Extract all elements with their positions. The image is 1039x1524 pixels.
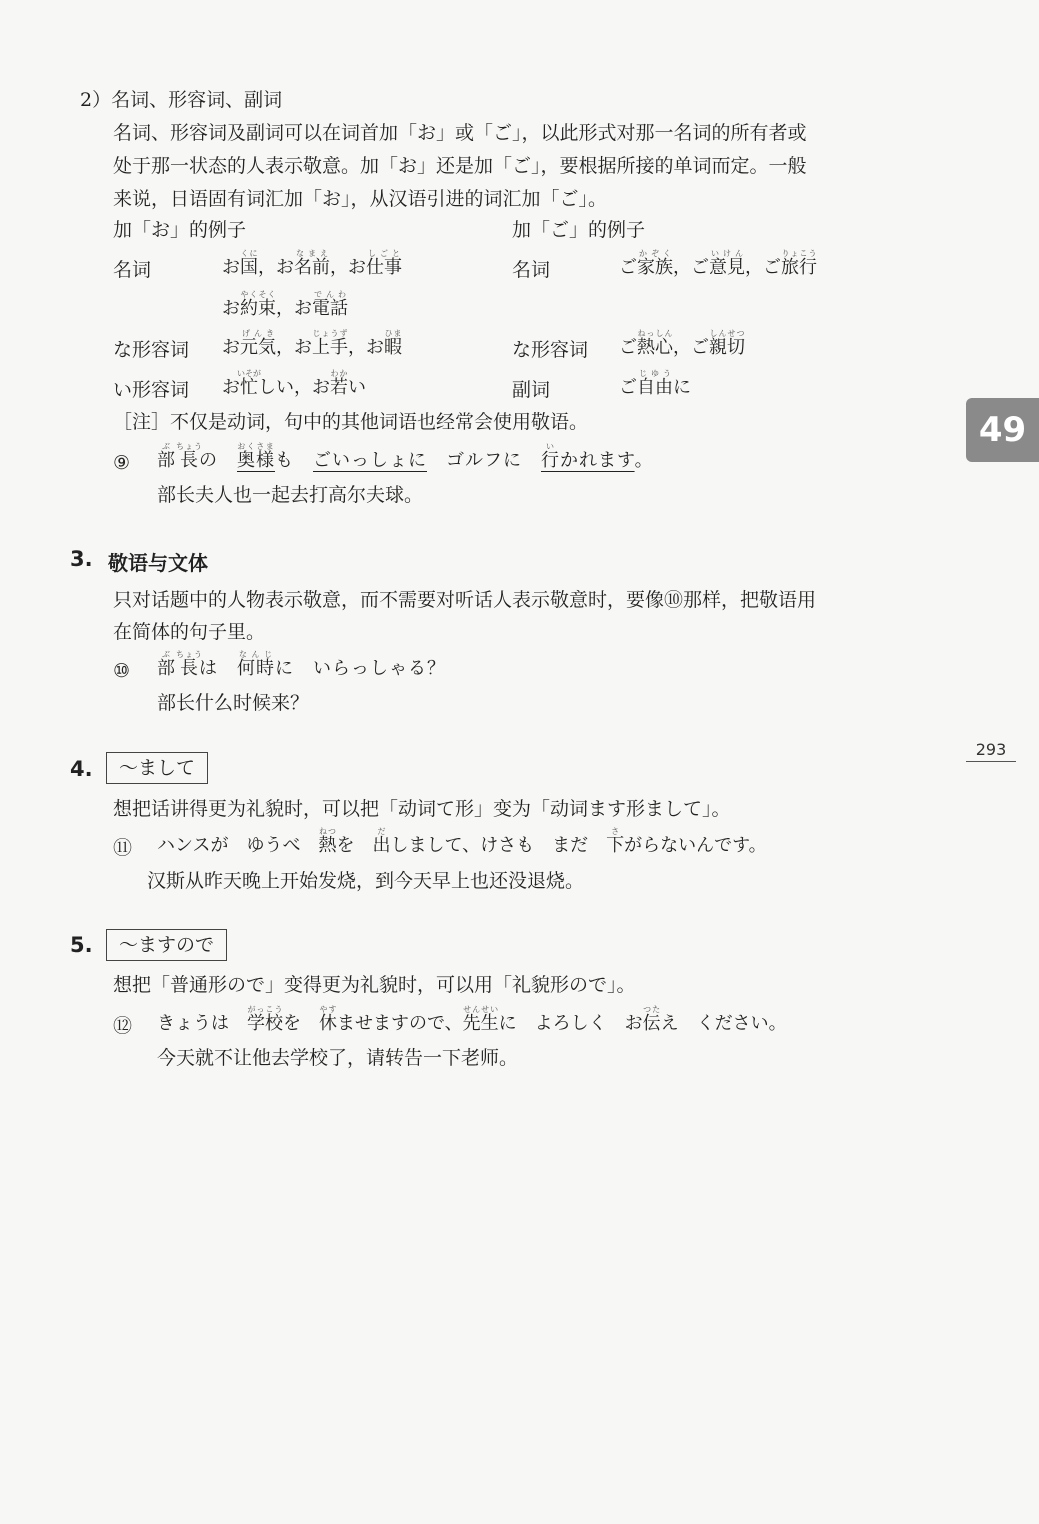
ruby-word: 仕事しごと xyxy=(366,249,402,278)
example-word: ご熱心ねっしん， xyxy=(619,329,691,358)
subsection-heading: 2）名词、形容词、副词 xyxy=(80,89,283,111)
category-label: 名词 xyxy=(113,259,152,281)
paragraph-line: 只对话题中的人物表示敬意，而不需要对听话人表示敬意时，要像⑩那样，把敬语用 xyxy=(113,589,817,611)
furigana: でんわ xyxy=(312,290,348,299)
ruby-word: 意見いけん xyxy=(709,249,745,278)
sentence-text: ゴルフに xyxy=(427,450,541,471)
ruby-word: 上手じょうず xyxy=(312,329,348,358)
example-word: お忙いそがしい， xyxy=(222,369,312,398)
ruby-word: 電話でんわ xyxy=(312,290,348,319)
sentence-text: きょうは xyxy=(157,1013,247,1034)
sentence-text: の xyxy=(199,450,237,471)
furigana: やす xyxy=(319,1005,337,1014)
ruby-word: 元気げんき xyxy=(240,329,276,358)
ruby-word: 忙いそが xyxy=(237,369,261,398)
o-examples-header: 加「お」的例子 xyxy=(113,219,247,241)
example-word: お暇ひま xyxy=(366,329,402,358)
paragraph-line: 名词、形容词及副词可以在词首加「お」或「ご」，以此形式对那一名词的所有者或 xyxy=(113,122,807,144)
word-list xyxy=(222,369,366,401)
ruby-word: 伝つた xyxy=(642,1005,661,1034)
furigana: じゆう xyxy=(637,369,673,378)
example-sentence xyxy=(157,827,767,859)
ruby-word: 奥様おくさま xyxy=(237,442,275,471)
example-word: お若わかい xyxy=(312,369,366,398)
furigana: しごと xyxy=(366,249,402,258)
example-sentence xyxy=(157,1005,787,1037)
example-word: お元気げんき， xyxy=(222,329,294,358)
sentence-text: しまして、けさも まだ xyxy=(390,835,607,856)
furigana: ぶ xyxy=(157,442,176,451)
page-number: 293 xyxy=(966,740,1016,762)
sentence-text: を xyxy=(283,1013,319,1034)
category-label: な形容词 xyxy=(113,339,190,361)
sentence-text: ごいっしょに xyxy=(313,450,427,471)
ruby-word: 熱心ねっしん xyxy=(637,329,673,358)
section-number: 4. xyxy=(70,757,93,781)
ruby-word: 行い xyxy=(541,442,560,471)
paragraph-line: 在简体的句子里。 xyxy=(113,621,266,643)
section-title-box: ～ますので xyxy=(106,929,227,961)
furigana: りょこう xyxy=(781,249,817,258)
ruby-word: 休やす xyxy=(319,1005,337,1034)
example-sentence xyxy=(157,650,446,682)
example-word: ご旅行りょこう xyxy=(763,249,817,278)
paragraph-line: 处于那一状态的人表示敬意。加「お」还是加「ご」，要根据所接的单词而定。一般 xyxy=(113,155,807,177)
category-label: 副词 xyxy=(512,379,551,401)
example-sentence xyxy=(157,442,654,474)
sentence-text: に いらっしゃる？ xyxy=(275,658,446,679)
sentence-text: に よろしく お xyxy=(498,1013,643,1034)
furigana: くに xyxy=(240,249,258,258)
ruby-word: 親切しんせつ xyxy=(709,329,745,358)
category-label: い形容词 xyxy=(113,379,190,401)
furigana: ちょう xyxy=(176,650,203,659)
example-word: お仕事しごと xyxy=(348,249,402,278)
example-number: ⑫ xyxy=(113,1015,133,1037)
example-word: お電話でんわ xyxy=(294,290,348,319)
furigana: なまえ xyxy=(294,249,330,258)
ruby-word: 部ぶ xyxy=(157,442,176,471)
word-list xyxy=(222,249,402,281)
word-list xyxy=(619,249,817,281)
furigana: なんじ xyxy=(237,650,275,659)
example-number: ⑪ xyxy=(113,837,133,859)
ruby-word: 先生せんせい xyxy=(462,1005,499,1034)
furigana: つた xyxy=(642,1005,661,1014)
ruby-word: 下さ xyxy=(606,827,625,856)
section-number: 5. xyxy=(70,933,93,957)
ruby-word: 自由じゆう xyxy=(637,369,673,398)
sentence-text: も xyxy=(275,450,313,471)
ruby-word: 国くに xyxy=(240,249,258,278)
chapter-tab: 49 xyxy=(966,398,1039,462)
furigana: い xyxy=(541,442,560,451)
ruby-word: 旅行りょこう xyxy=(781,249,817,278)
note: ［注］不仅是动词，句中的其他词语也经常会使用敬语。 xyxy=(113,411,589,433)
furigana: やくそく xyxy=(240,290,276,299)
furigana: ひま xyxy=(384,329,402,338)
section-number: 3. xyxy=(70,547,93,571)
example-word: お名前なまえ， xyxy=(276,249,348,278)
ruby-word: 名前なまえ xyxy=(294,249,330,278)
section-title: 敬语与文体 xyxy=(108,551,208,575)
furigana: ぶ xyxy=(157,650,176,659)
example-word: お上手じょうず， xyxy=(294,329,366,358)
example-translation: 部长夫人也一起去打高尔夫球。 xyxy=(157,484,424,506)
furigana: ちょう xyxy=(176,442,203,451)
word-list xyxy=(619,329,745,361)
ruby-word: 何時なんじ xyxy=(237,650,275,679)
sentence-text: え ください。 xyxy=(660,1013,787,1034)
furigana: せんせい xyxy=(462,1005,499,1014)
ruby-word: 長ちょう xyxy=(176,442,203,471)
sentence-text: 。 xyxy=(634,450,654,471)
example-translation: 汉斯从昨天晚上开始发烧，到今天早上也还没退烧。 xyxy=(147,870,585,892)
ruby-word: 長ちょう xyxy=(176,650,203,679)
ruby-word: 学校がっこう xyxy=(247,1005,283,1034)
furigana: ねつ xyxy=(318,827,337,836)
word-list xyxy=(619,369,691,401)
furigana: じょうず xyxy=(312,329,348,338)
sentence-text: ませますので、 xyxy=(337,1013,463,1034)
ruby-word: 約束やくそく xyxy=(240,290,276,319)
furigana: がっこう xyxy=(247,1005,283,1014)
example-translation: 今天就不让他去学校了，请转告一下老师。 xyxy=(157,1047,519,1069)
go-examples-header: 加「ご」的例子 xyxy=(512,219,646,241)
section-title-box: ～まして xyxy=(106,752,208,784)
word-list xyxy=(222,290,348,322)
example-word: ご親切しんせつ xyxy=(691,329,745,358)
sentence-text: がらないんです。 xyxy=(624,835,767,856)
example-translation: 部长什么时候来？ xyxy=(157,692,310,714)
ruby-word: 若わか xyxy=(330,369,348,398)
sentence-text: かれます xyxy=(560,450,635,471)
ruby-word: 熱ねつ xyxy=(318,827,337,856)
furigana: いけん xyxy=(709,249,745,258)
furigana: しんせつ xyxy=(709,329,745,338)
sentence-text: ハンスが ゆうべ xyxy=(157,835,319,856)
sentence-text: は xyxy=(199,658,237,679)
ruby-word: 部ぶ xyxy=(157,650,176,679)
furigana: いそが xyxy=(237,369,261,378)
example-word: お約束やくそく， xyxy=(222,290,294,319)
ruby-word: 家族かぞく xyxy=(637,249,673,278)
paragraph-line: 想把「普通形ので」变得更为礼貌时，可以用「礼貌形ので」。 xyxy=(113,974,636,996)
category-label: な形容词 xyxy=(512,339,589,361)
furigana: さ xyxy=(606,827,625,836)
ruby-word: 暇ひま xyxy=(384,329,402,358)
category-label: 名词 xyxy=(512,259,551,281)
paragraph-line: 想把话讲得更为礼貌时，可以把「动词て形」变为「动词ます形まして」。 xyxy=(113,798,731,820)
furigana: わか xyxy=(330,369,348,378)
word-list xyxy=(222,329,402,361)
example-number: ⑩ xyxy=(113,660,131,682)
paragraph-line: 来说，日语固有词汇加「お」，从汉语引进的词汇加「ご」。 xyxy=(113,188,608,210)
furigana: おくさま xyxy=(237,442,275,451)
example-word: ご意見いけん， xyxy=(691,249,763,278)
sentence-text: を xyxy=(336,835,373,856)
example-word: ご家族かぞく， xyxy=(619,249,691,278)
furigana: げんき xyxy=(240,329,276,338)
furigana: ねっしん xyxy=(637,329,673,338)
ruby-word: 出だ xyxy=(372,827,391,856)
furigana: だ xyxy=(372,827,391,836)
example-word: ご自由じゆうに xyxy=(619,369,691,398)
furigana: かぞく xyxy=(637,249,673,258)
example-word: お国くに， xyxy=(222,249,276,278)
example-number: ⑨ xyxy=(113,452,131,474)
